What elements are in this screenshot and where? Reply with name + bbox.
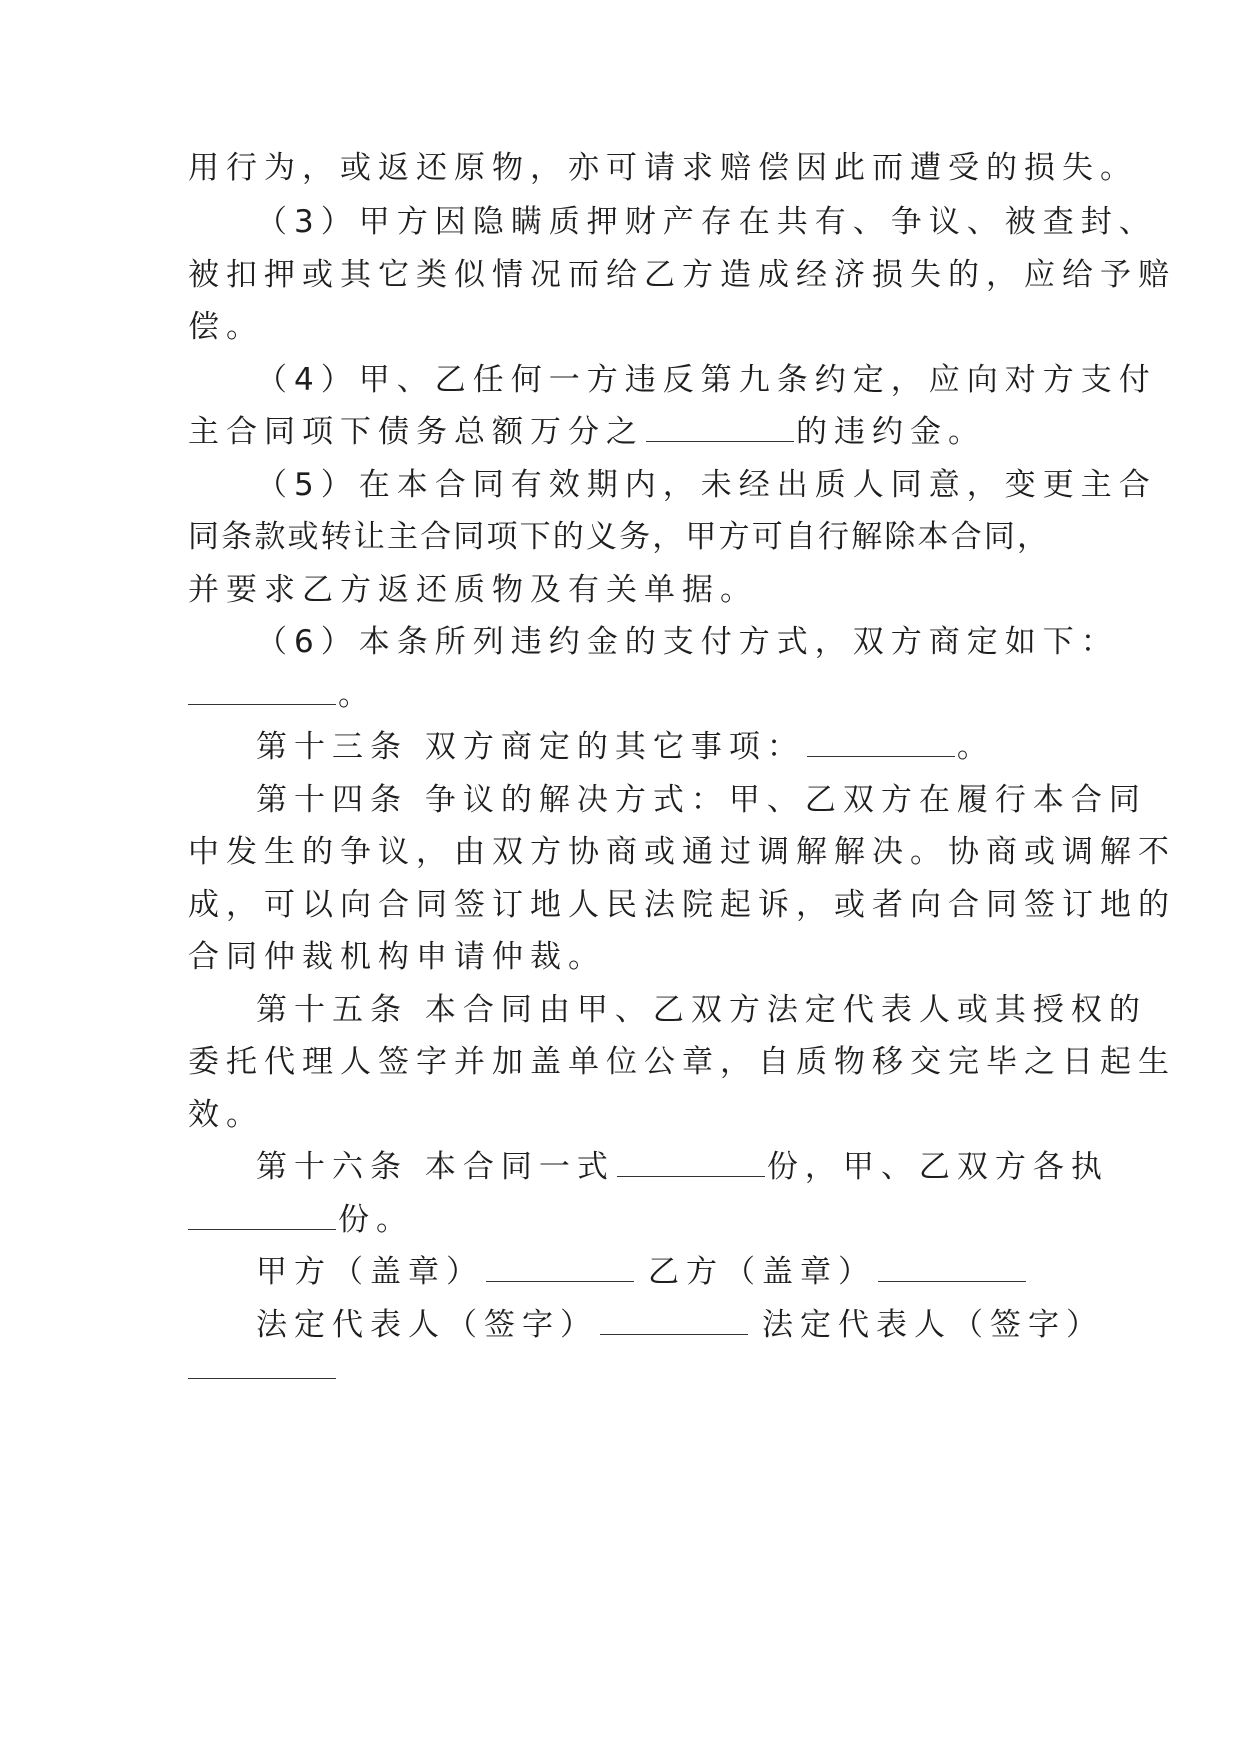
paragraph-line: [188, 412, 986, 452]
paragraph-text: 主合同项下债务总额万分之: [188, 414, 644, 450]
paragraph-line: [188, 1200, 414, 1240]
paragraph-line: 被扣押或其它类似情况而给乙方造成经济损失的，应给予赔: [188, 257, 1176, 293]
article-16-line: [256, 1147, 1109, 1187]
party-a-representative-blank: [600, 1310, 748, 1335]
paragraph-line: 并要求乙方返还质物及有关单据。: [188, 572, 758, 608]
party-a-seal-label: 甲方（盖章）: [256, 1254, 484, 1290]
clause-12-3-line: （3）甲方因隐瞒质押财产存在共有、争议、被查封、: [256, 204, 1157, 240]
party-b-seal-label: 乙方（盖章）: [648, 1254, 876, 1290]
party-a-seal-blank: [486, 1257, 634, 1282]
blank-field: [188, 1205, 336, 1230]
paragraph-line: 中发生的争议，由双方协商或通过调解解决。协商或调解不: [188, 834, 1176, 870]
paragraph-line: 效。: [188, 1097, 264, 1133]
blank-field: [646, 417, 794, 442]
article-14-line: 第十四条 争议的解决方式：甲、乙双方在履行本合同: [256, 782, 1147, 818]
paragraph-text: 。: [338, 677, 376, 713]
paragraph-text: 份。: [338, 1202, 414, 1238]
clause-12-4-line: （4）甲、乙任何一方违反第九条约定，应向对方支付: [256, 362, 1157, 398]
party-b-representative-label: 法定代表人（签字）: [762, 1307, 1104, 1343]
paragraph-line: 委托代理人签字并加盖单位公章，自质物移交完毕之日起生: [188, 1044, 1176, 1080]
signature-seal-line: [256, 1252, 1028, 1292]
party-b-representative-blank: [188, 1378, 336, 1379]
clause-12-5-line: （5）在本合同有效期内，未经出质人同意，变更主合: [256, 467, 1157, 503]
paragraph-text: 份，甲、乙双方各执: [766, 1149, 1109, 1185]
paragraph-text: 。: [956, 729, 995, 765]
paragraph-line: 偿。: [188, 309, 264, 345]
blank-field: [617, 1152, 765, 1177]
blank-field: [807, 732, 955, 757]
party-b-seal-blank: [878, 1257, 1026, 1282]
paragraph-line: 成，可以向合同签订地人民法院起诉，或者向合同签订地的: [188, 887, 1176, 923]
article-15-line: 第十五条 本合同由甲、乙双方法定代表人或其授权的: [256, 992, 1147, 1028]
blank-field: [188, 680, 336, 705]
party-a-representative-label: 法定代表人（签字）: [256, 1307, 598, 1343]
article-13-line: [256, 727, 995, 767]
paragraph-line: 同条款或转让主合同项下的义务，甲方可自行解除本合同，: [188, 519, 1048, 555]
paragraph-line: 用行为，或返还原物，亦可请求赔偿因此而遭受的损失。: [188, 150, 1138, 186]
paragraph-line: 合同仲裁机构申请仲裁。: [188, 939, 606, 975]
signature-representative-line: [256, 1305, 1104, 1345]
paragraph-text: 第十六条 本合同一式: [256, 1149, 615, 1185]
paragraph-text: 的违约金。: [796, 414, 986, 450]
paragraph-text: 第十三条 双方商定的其它事项：: [256, 729, 805, 765]
paragraph-line: [188, 675, 376, 715]
clause-12-6-line: （6）本条所列违约金的支付方式，双方商定如下：: [256, 624, 1119, 660]
